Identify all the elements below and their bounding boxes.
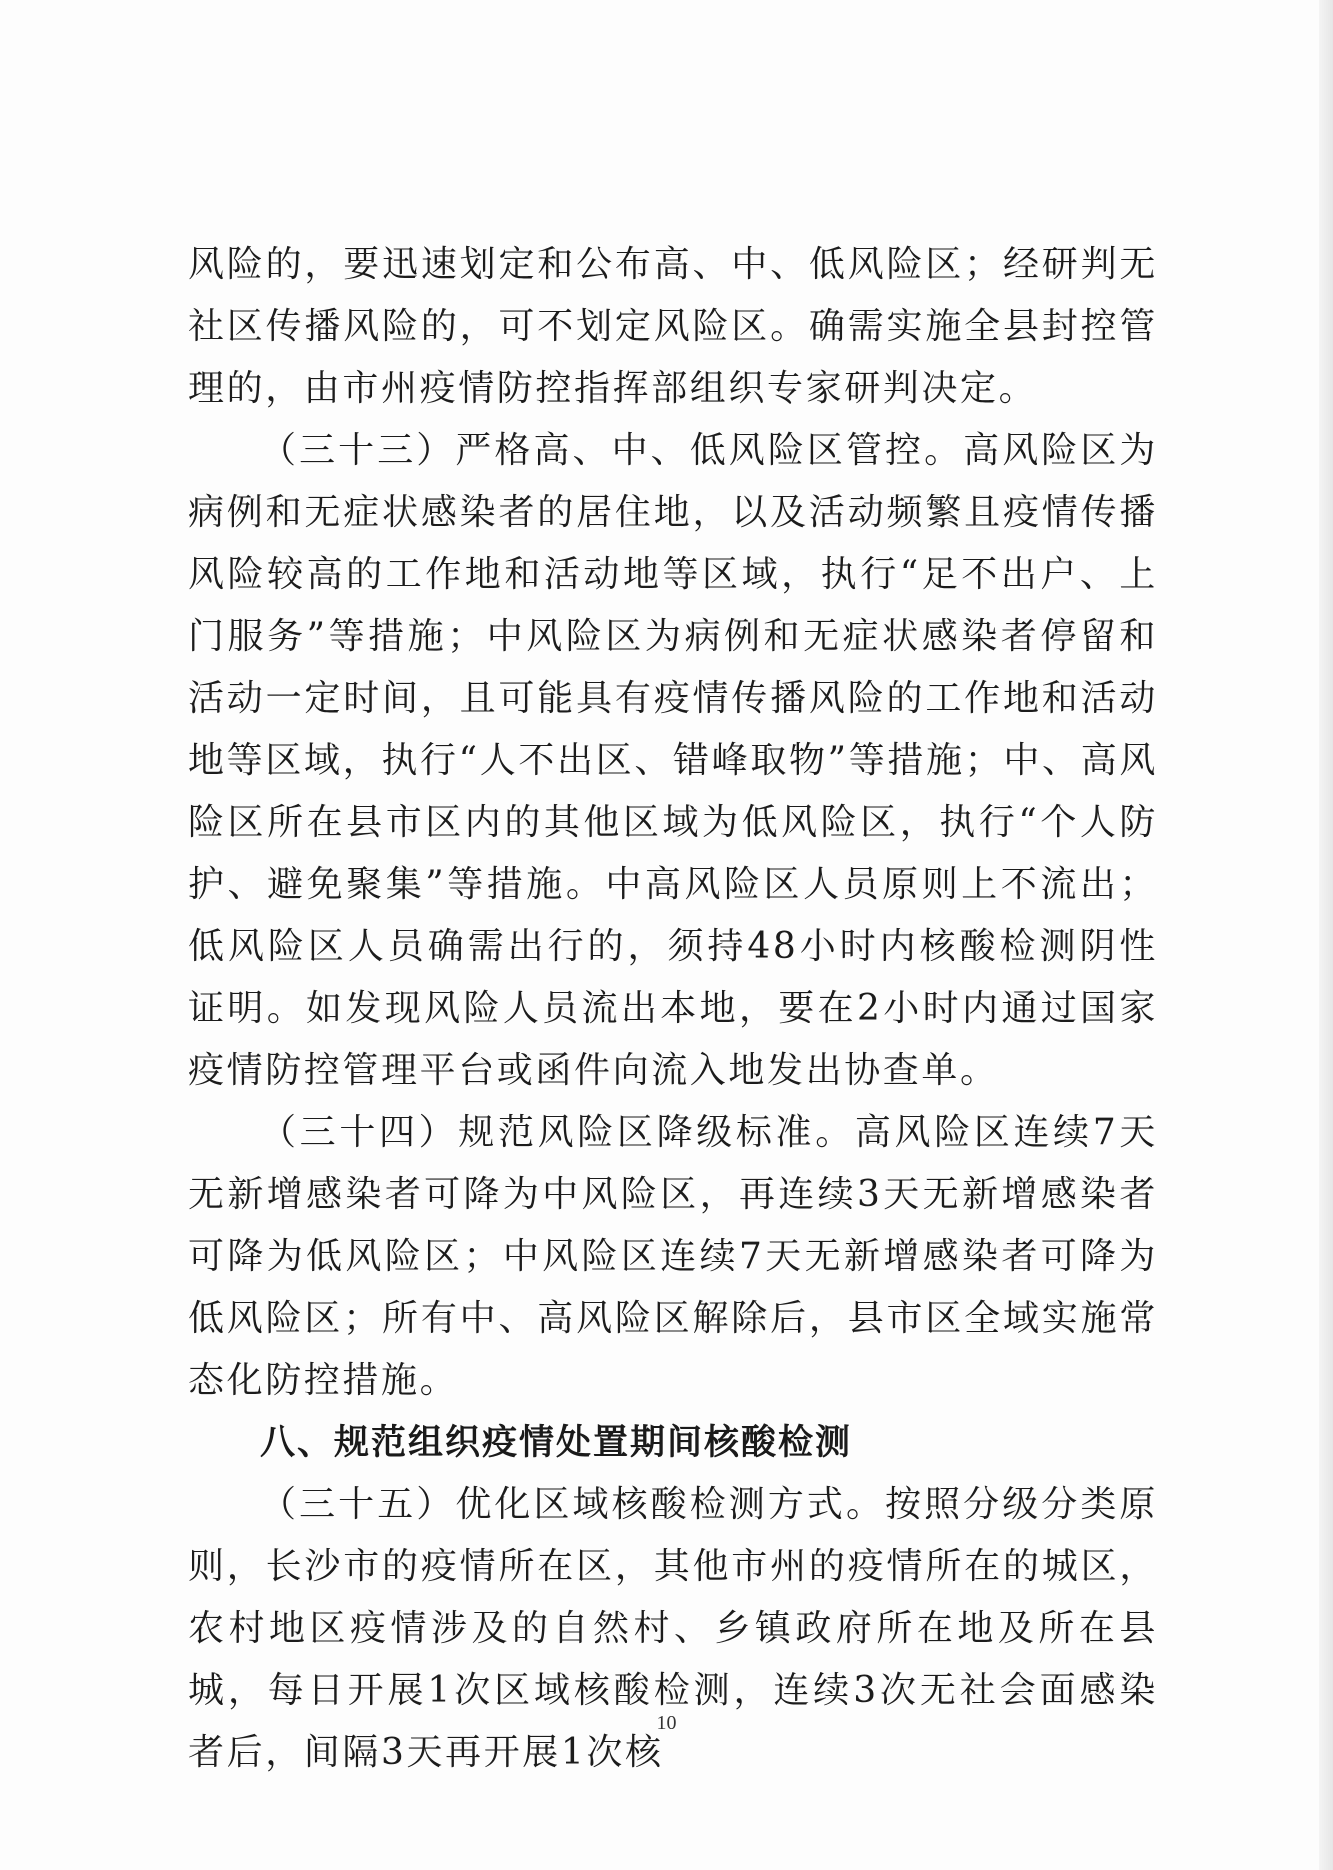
scan-edge <box>1319 0 1333 1870</box>
page-number: 10 <box>656 1712 677 1734</box>
body-text <box>188 234 1158 1784</box>
paragraph-34: （三十四）规范风险区降级标准。高风险区连续7天无新增感染者可降为中风险区，再连续3天无新增感染者可降为低风险区；中风险区连续7天无新增感染者可降为低风险区；所有中、高风险区解除后，县市区全域实施常态化防控措施。 <box>188 1112 1158 1401</box>
paragraph-continuation: 风险的，要迅速划定和公布高、中、低风险区；经研判无社区传播风险的，可不划定风险区。确需实施全县封控管理的，由市州疫情防控指挥部组织专家研判决定。 <box>188 244 1158 409</box>
paragraph-33: （三十三）严格高、中、低风险区管控。高风险区为病例和无症状感染者的居住地，以及活动频繁且疫情传播风险较高的工作地和活动地等区域，执行“足不出户、上门服务”等措施；中风险区为病例和无症状感染者停留和活动一定时间，且可能具有疫情传播风险的工作地和活动地等区域，执行“人不出区、错峰取物”等措施；中、高风险区所在县市区内的其他区域为低风险区，执行“个人防护、避免聚集”等措施。中高风险区人员原则上不流出；低风险区人员确需出行的，须持48小时内核酸检测阴性证明。如发现风险人员流出本地，要在2小时内通过国家疫情防控管理平台或函件向流入地发出协查单。 <box>188 430 1158 1091</box>
paragraph-35: （三十五）优化区域核酸检测方式。按照分级分类原则，长沙市的疫情所在区，其他市州的疫情所在的城区，农村地区疫情涉及的自然村、乡镇政府所在地及所在县城，每日开展1次区域核酸检测，连续3次无社会面感染者后，间隔3天再开展1次核 <box>188 1484 1158 1773</box>
section-heading: 八、规范组织疫情处置期间核酸检测 <box>260 1423 853 1463</box>
